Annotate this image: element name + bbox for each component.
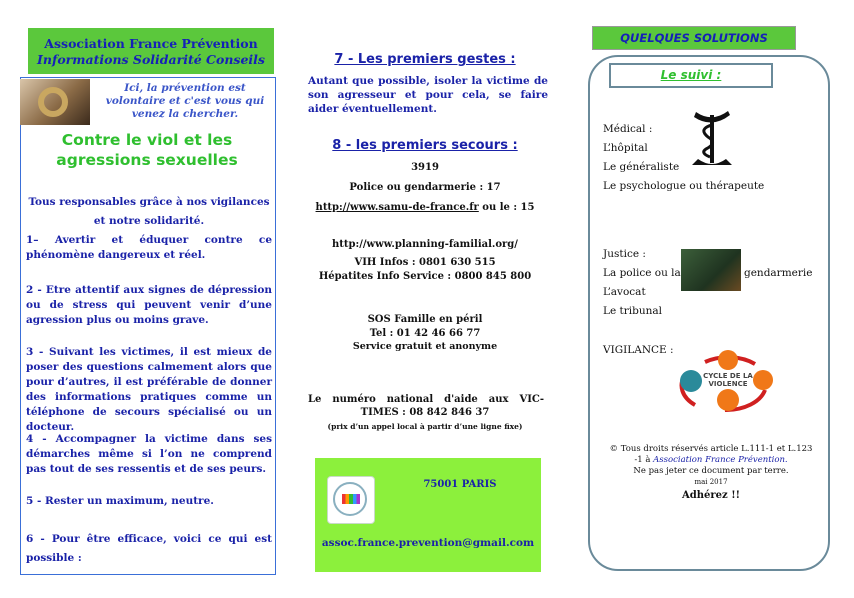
justice-gendarmerie: gendarmerie [744,267,813,279]
advice-point-4: 4 - Accompagner la victime dans ses démarches même si l’on ne comprend pas tout de ses ressentis et de ses peurs. [26,433,272,475]
association-subtitle: Informations Solidarité Conseils [37,52,265,67]
samu-link[interactable]: http://www.samu-de-france.fr [315,202,479,213]
vih-info: VIH Infos : 0801 630 515 [354,257,496,268]
national-number-line2: TIMES : 08 842 846 37 [360,407,490,418]
association-name: Association France Prévention [44,36,258,51]
medical-label: Médical : [603,123,653,135]
sos-famille-tel: Tel : 01 42 46 66 77 [369,328,481,339]
tagline: Ici, la prévention est volontaire et c'est vous qui venez la chercher. [105,82,265,120]
hepatites-info: Hépatites Info Service : 0800 845 800 [318,271,532,282]
copyright-line3: Ne pas jeter ce document par terre. [633,466,789,476]
publication-date: mai 2017 [694,478,728,486]
page-title: Contre le viol et les agressions sexuelles [56,131,238,169]
contact-email[interactable]: assoc.france.prevention@gmail.com [321,537,535,549]
suivi-heading: Le suivi : [609,63,773,88]
solutions-header: QUELQUES SOLUTIONS [592,26,796,50]
city: 75001 PARIS [423,479,497,490]
advice-point-3: 3 - Suivant les victimes, il est mieux de poser des questions calmement alors que pour d’autres, il est préférable de donner des informations pratiques comme un téléphone de secours spécialisé ou un docteur. [26,346,272,433]
copyright-line2: -1 à Association France Prévention. [634,455,788,465]
intro-text: Tous responsables grâce à nos vigilances et notre solidarité. [28,196,270,227]
vigilance-label: VIGILANCE : [603,344,674,356]
copyright-notice [600,444,822,501]
sos-famille-title: SOS Famille en péril [367,314,483,325]
sos-famille-note: Service gratuit et anonyme [352,341,498,352]
medical-generaliste: Le généraliste [603,161,680,173]
samu-line: http://www.samu-de-france.fr ou le : 15 [315,202,535,213]
gestes-text: Autant que possible, isoler la victime de son agresseur et pour cela, se faire aider éventuellement. [308,75,548,115]
cycle-title: CYCLE DE LA VIOLENCE [703,372,753,388]
pharmacy-icon [684,109,740,171]
contact-box [315,458,541,572]
justice-label: Justice : [603,248,646,260]
national-number-line1: Le numéro national d'aide aux VIC- [308,394,544,405]
copyright-line1: © Tous droits réservés article L.111-1 et L.123 [609,444,813,454]
justice-avocat: L’avocat [603,286,646,298]
gavel-icon [681,249,741,291]
copyright-org: Association France Prévention. [653,455,788,465]
justice-tribunal: Le tribunal [603,305,662,317]
association-header [28,28,274,74]
advice-point-1: 1– Avertir et éduquer contre ce phénomène dangereux et réel. [26,234,272,261]
medical-psychologue: Le psychologue ou thérapeute [603,180,765,192]
planning-familial-link[interactable]: http://www.planning-familial.org/ [332,239,518,250]
violence-cycle-diagram [675,350,780,415]
number-3919: 3919 [411,162,439,173]
medical-hospital: L’hôpital [603,142,648,154]
advice-point-6: 6 - Pour être efficace, voici ce qui est possible : [26,533,272,564]
association-logo [327,476,375,524]
advice-point-2: 2 - Etre attentif aux signes de dépression ou de stress qui peuvent venir d’une agression plus ou moins grave. [26,284,272,326]
secours-title: 8 - les premiers secours : [332,138,518,153]
police-number: Police ou gendarmerie : 17 [349,182,501,193]
national-number-note: (prix d’un appel local à partir d’une ligne fixe) [327,422,523,431]
gestes-title: 7 - Les premiers gestes : [334,52,516,67]
ring-photo [20,79,90,125]
adherez-text: Adhérez !! [682,490,740,501]
justice-police: La police ou la [603,267,681,279]
advice-point-5: 5 - Rester un maximum, neutre. [26,495,214,507]
